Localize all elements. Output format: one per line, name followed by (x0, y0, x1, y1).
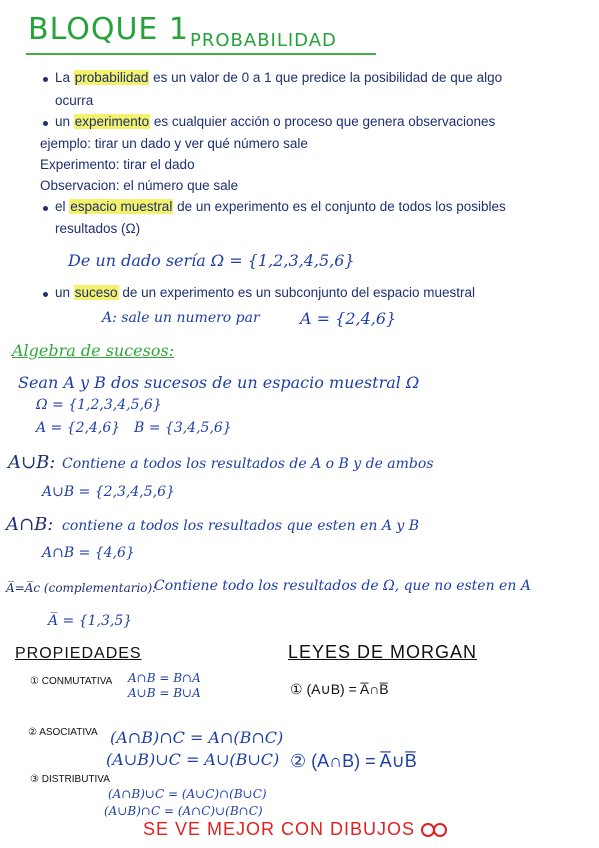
inter-set: A∩B = {4,6} (42, 545, 135, 561)
union-desc: Contiene a todos los resultados de A o B y de ambos (62, 456, 434, 472)
text: de un experimento es el conjunto de todos los posibles (173, 199, 506, 214)
prop-asociativa-label: ② ASOCIATIVA (28, 727, 98, 738)
prop-asociativa-line1: (A∩B)∩C = A∩(B∩C) (110, 728, 284, 747)
highlight-suceso: suceso (74, 285, 118, 300)
text: La (55, 70, 74, 85)
example-line-2: Experimento: tirar el dado (40, 157, 195, 172)
leyes-morgan-heading: LEYES DE MORGAN (288, 642, 478, 662)
text: es un valor de 0 a 1 que predice la posibilidad de que algo (149, 70, 503, 85)
highlight-probabilidad: probabilidad (74, 70, 149, 85)
algebra-heading: Algebra de sucesos: (12, 341, 175, 360)
hand-b-set: B = {3,4,5,6} (134, 420, 232, 436)
bullet-experimento (55, 114, 495, 129)
inter-desc: contiene a todos los resultados que esten en A y B (62, 518, 420, 534)
prop-distributiva-label: ③ DISTRIBUTIVA (30, 774, 110, 785)
bullet-espacio-muestral (55, 199, 506, 214)
text: el (55, 199, 70, 214)
hand-suceso-a: A: sale un numero par (102, 310, 260, 326)
hand-sean: Sean A y B dos sucesos de un espacio muestral Ω (18, 373, 420, 392)
hand-dado: De un dado sería Ω = {1,2,3,4,5,6} (68, 251, 355, 270)
comp-set: A̅ = {1,3,5} (48, 613, 133, 629)
prop-asociativa-line2: (A∪B)∪C = A∪(B∪C) (106, 750, 280, 769)
text: un (55, 285, 74, 300)
example-line-3: Observacion: el número que sale (40, 178, 239, 193)
union-set: A∪B = {2,3,4,5,6} (42, 484, 175, 500)
prop-conmutativa-line2: A∪B = B∪A (128, 686, 201, 700)
text: de un experimento es un subconjunto del espacio muestral (118, 285, 476, 300)
bullet-probabilidad-cont: ocurra (55, 93, 94, 108)
morgan-law-2: ② (A∩B) = A̅∪B̅ (290, 751, 417, 771)
bullet-dot (43, 121, 48, 126)
text: un (55, 114, 74, 129)
title-underline (26, 53, 376, 55)
highlight-espacio-muestral: espacio muestral (70, 199, 173, 214)
inter-label: A∩B: (6, 514, 54, 535)
propiedades-heading: PROPIEDADES (15, 645, 142, 662)
prop-distributiva-line2: (A∪B)∩C = (A∩C)∪(B∩C) (104, 804, 263, 818)
text: es cualquier acción o proceso que genera observaciones (150, 114, 496, 129)
bullet-dot (43, 77, 48, 82)
example-line-1: ejemplo: tirar un dado y ver qué número sale (40, 136, 308, 151)
highlight-experimento: experimento (74, 114, 150, 129)
glasses-doodle-icon (421, 822, 447, 838)
footer-note: SE VE MEJOR CON DIBUJOS (143, 819, 416, 839)
bullet-dot (43, 292, 48, 297)
comp-label: A̅=A̅c (complementario): (6, 581, 157, 595)
prop-conmutativa-line1: A∩B = B∩A (128, 671, 201, 685)
bullet-dot (43, 206, 48, 211)
bullet-espacio-muestral-cont: resultados (Ω) (55, 221, 141, 236)
title-topic: PROBABILIDAD (190, 30, 337, 51)
hand-suceso-a-set: A = {2,4,6} (300, 309, 397, 328)
prop-distributiva-line1: (A∩B)∪C = (A∪C)∩(B∪C) (108, 787, 267, 801)
bullet-probabilidad (55, 70, 502, 85)
bullet-suceso (55, 285, 475, 300)
comp-desc: Contiene todo los resultados de Ω, que no esten en A (154, 578, 531, 594)
hand-omega-set: Ω = {1,2,3,4,5,6} (36, 397, 162, 413)
prop-conmutativa-label: ① CONMUTATIVA (30, 676, 113, 687)
title-bloque: BLOQUE 1 (28, 12, 189, 47)
hand-a-set: A = {2,4,6} (36, 420, 121, 436)
union-label: A∪B: (8, 452, 56, 473)
morgan-law-1: ① (A∪B) = A̅∩B̅ (290, 681, 389, 697)
